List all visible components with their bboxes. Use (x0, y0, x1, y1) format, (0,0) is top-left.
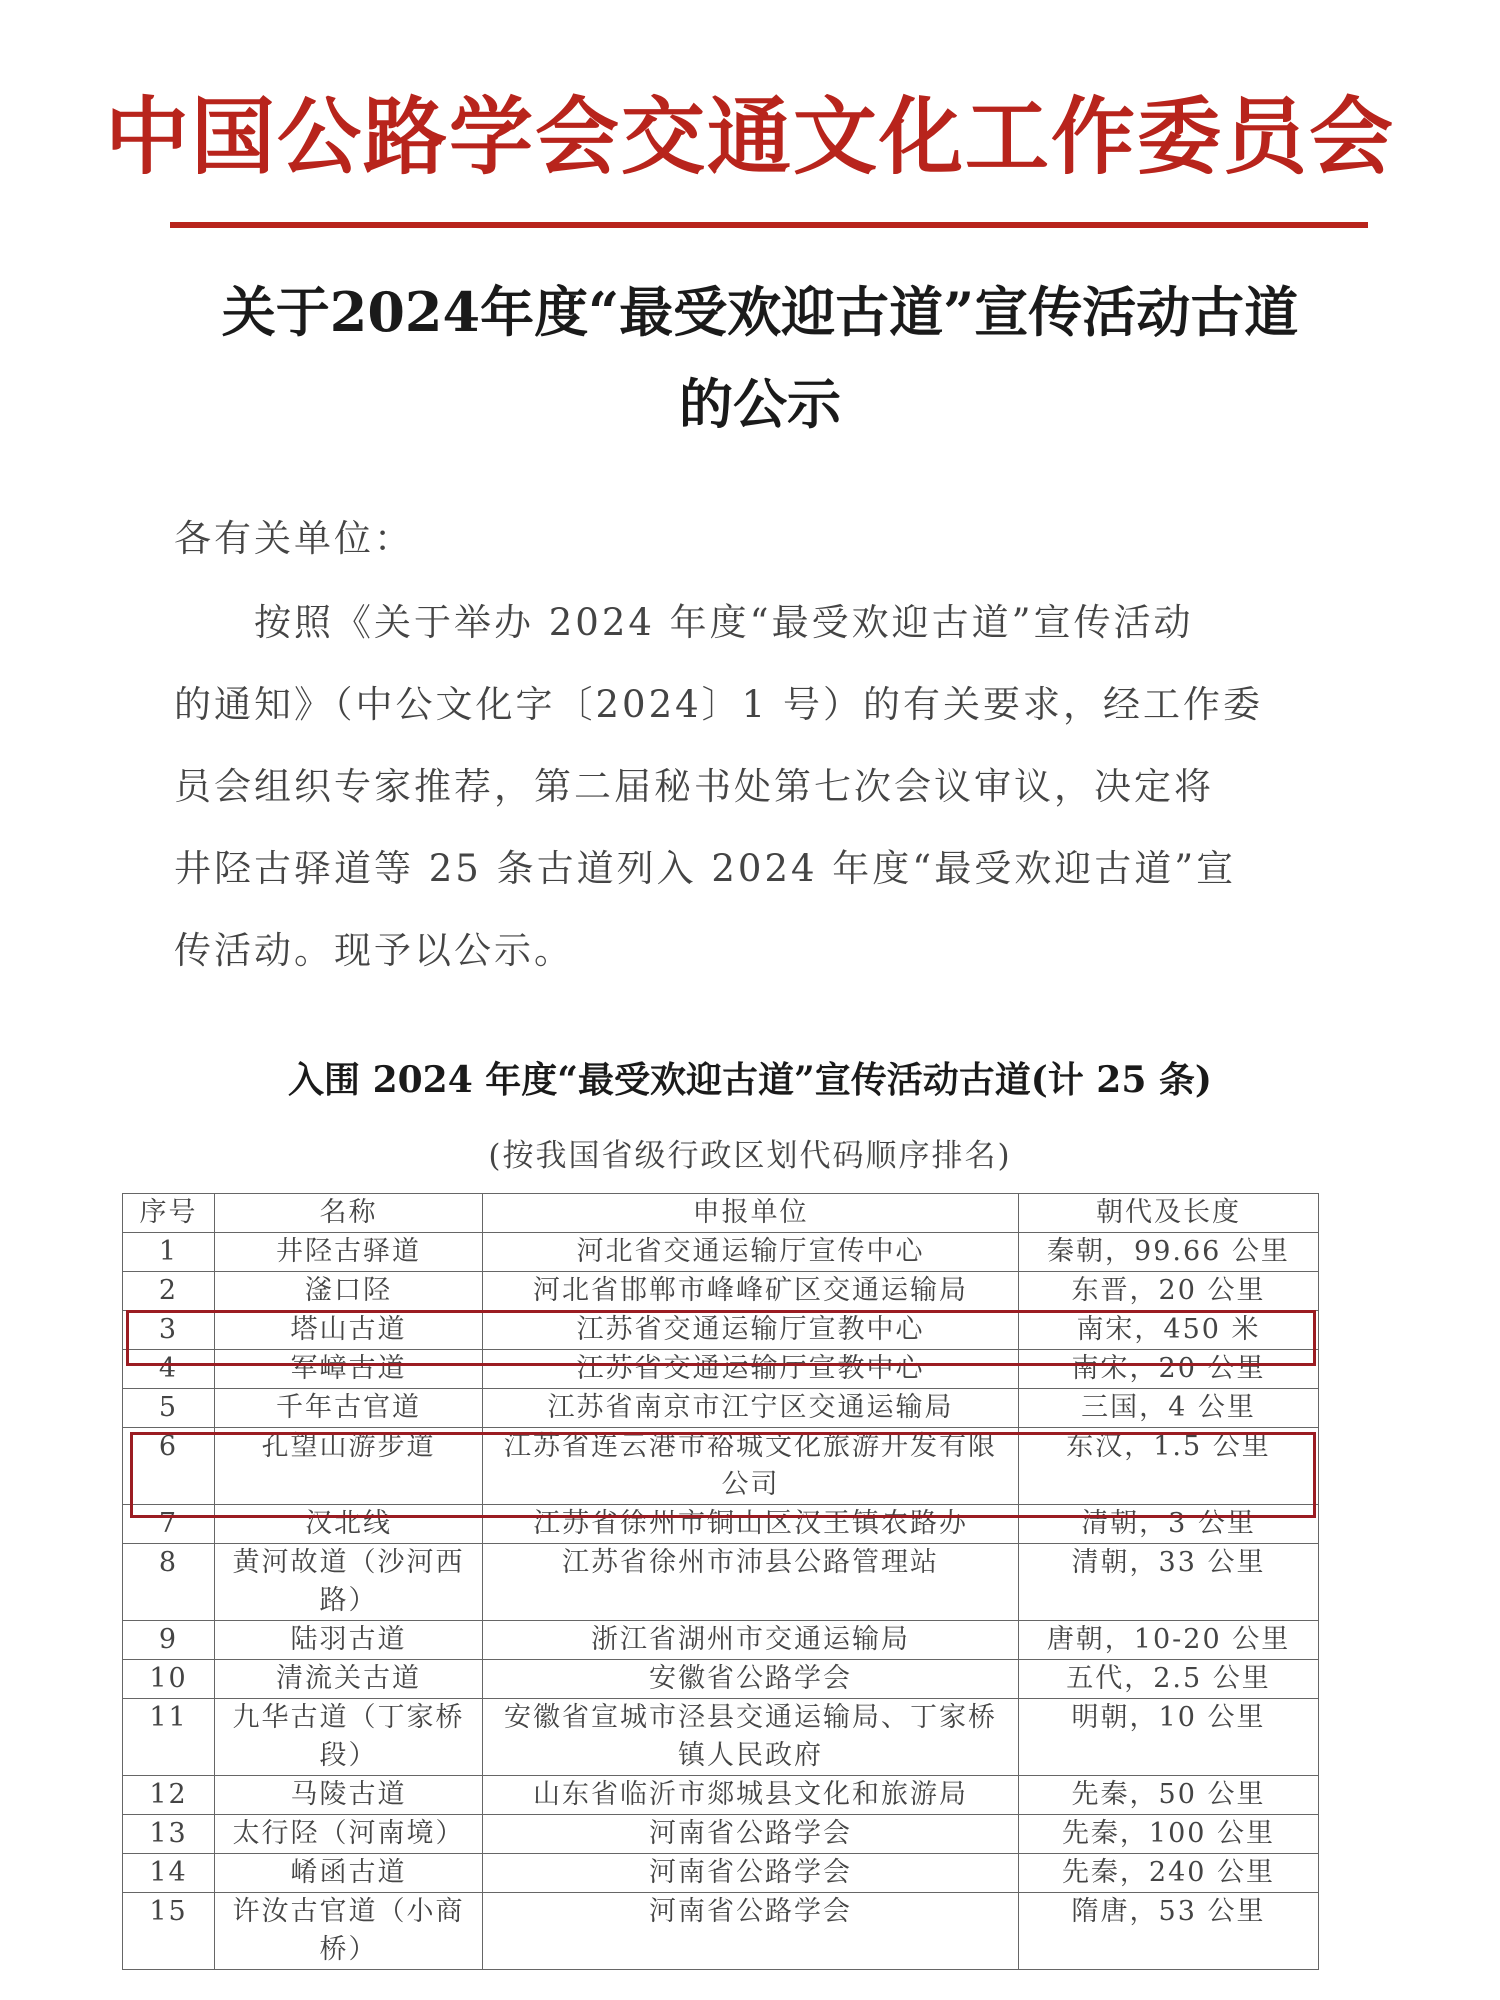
cell-road-name: 陆羽古道 (215, 1621, 483, 1660)
cell-dynasty-length: 南宋，450 米 (1019, 1311, 1319, 1350)
cell-applicant: 江苏省连云港市裕城文化旅游开发有限公司 (483, 1428, 1019, 1505)
cell-applicant: 江苏省南京市江宁区交通运输局 (483, 1389, 1019, 1428)
header-index: 序号 (123, 1194, 215, 1233)
cell-road-name: 清流关古道 (215, 1660, 483, 1699)
table-subheading: (按我国省级行政区划代码顺序排名) (488, 1138, 1012, 1174)
cell-dynasty-length: 清朝，33 公里 (1019, 1544, 1319, 1621)
table-row (123, 1699, 1319, 1776)
cell-index: 11 (123, 1699, 215, 1776)
letterhead-title: 中国公路学会交通文化工作委员会 (104, 88, 1395, 186)
table-row (123, 1505, 1319, 1544)
salutation: 各有关单位： (174, 517, 414, 560)
table-row (123, 1233, 1319, 1272)
table-row (123, 1544, 1319, 1621)
cell-index: 15 (123, 1893, 215, 1970)
cell-dynasty-length: 唐朝，10-20 公里 (1019, 1621, 1319, 1660)
cell-index: 2 (123, 1272, 215, 1311)
cell-applicant: 江苏省交通运输厅宣教中心 (483, 1350, 1019, 1389)
cell-road-name: 千年古官道 (215, 1389, 483, 1428)
body-line: 按照《关于举办 2024 年度“最受欢迎古道”宣传活动 (174, 601, 1194, 644)
cell-dynasty-length: 南宋，20 公里 (1019, 1350, 1319, 1389)
header-dynasty-length: 朝代及长度 (1019, 1194, 1319, 1233)
cell-applicant: 安徽省宣城市泾县交通运输局、丁家桥镇人民政府 (483, 1699, 1019, 1776)
cell-applicant: 江苏省徐州市铜山区汉王镇农路办 (483, 1505, 1019, 1544)
header-unit: 申报单位 (483, 1194, 1019, 1233)
cell-road-name: 九华古道（丁家桥段） (215, 1699, 483, 1776)
cell-applicant: 江苏省交通运输厅宣教中心 (483, 1311, 1019, 1350)
cell-applicant: 江苏省徐州市沛县公路管理站 (483, 1544, 1019, 1621)
cell-index: 5 (123, 1389, 215, 1428)
cell-index: 7 (123, 1505, 215, 1544)
table-row (123, 1428, 1319, 1505)
body-line: 员会组织专家推荐，第二届秘书处第七次会议审议，决定将 (174, 765, 1214, 808)
table-header-row (123, 1194, 1319, 1233)
cell-dynasty-length: 五代，2.5 公里 (1019, 1660, 1319, 1699)
cell-applicant: 河南省公路学会 (483, 1854, 1019, 1893)
table-row (123, 1389, 1319, 1428)
cell-dynasty-length: 秦朝，99.66 公里 (1019, 1233, 1319, 1272)
cell-road-name: 崤函古道 (215, 1854, 483, 1893)
cell-applicant: 浙江省湖州市交通运输局 (483, 1621, 1019, 1660)
table-row (123, 1776, 1319, 1815)
cell-dynasty-length: 东晋，20 公里 (1019, 1272, 1319, 1311)
table-row (123, 1854, 1319, 1893)
cell-road-name: 马陵古道 (215, 1776, 483, 1815)
table-heading: 入围 2024 年度“最受欢迎古道”宣传活动古道(计 25 条) (288, 1059, 1212, 1101)
cell-applicant: 河南省公路学会 (483, 1815, 1019, 1854)
cell-applicant: 河北省邯郸市峰峰矿区交通运输局 (483, 1272, 1019, 1311)
cell-dynasty-length: 三国，4 公里 (1019, 1389, 1319, 1428)
table-row (123, 1815, 1319, 1854)
cell-road-name: 井陉古驿道 (215, 1233, 483, 1272)
cell-index: 13 (123, 1815, 215, 1854)
cell-road-name: 军嶂古道 (215, 1350, 483, 1389)
cell-index: 10 (123, 1660, 215, 1699)
cell-road-name: 许汝古官道（小商桥） (215, 1893, 483, 1970)
table-row (123, 1311, 1319, 1350)
table-row (123, 1272, 1319, 1311)
cell-index: 8 (123, 1544, 215, 1621)
cell-road-name: 塔山古道 (215, 1311, 483, 1350)
cell-applicant: 山东省临沂市郯城县文化和旅游局 (483, 1776, 1019, 1815)
cell-road-name: 汉北线 (215, 1505, 483, 1544)
body-line: 井陉古驿道等 25 条古道列入 2024 年度“最受欢迎古道”宣 (174, 847, 1237, 890)
cell-index: 9 (123, 1621, 215, 1660)
cell-road-name: 滏口陉 (215, 1272, 483, 1311)
table-row (123, 1350, 1319, 1389)
cell-index: 4 (123, 1350, 215, 1389)
cell-dynasty-length: 隋唐，53 公里 (1019, 1893, 1319, 1970)
table-row (123, 1621, 1319, 1660)
cell-applicant: 安徽省公路学会 (483, 1660, 1019, 1699)
ancient-roads-table (122, 1193, 1319, 1970)
cell-index: 1 (123, 1233, 215, 1272)
letterhead-divider (170, 222, 1368, 228)
cell-road-name: 孔望山游步道 (215, 1428, 483, 1505)
table-row (123, 1660, 1319, 1699)
header-name: 名称 (215, 1194, 483, 1233)
cell-applicant: 河北省交通运输厅宣传中心 (483, 1233, 1019, 1272)
cell-dynasty-length: 清朝，3 公里 (1019, 1505, 1319, 1544)
cell-index: 12 (123, 1776, 215, 1815)
cell-dynasty-length: 东汉，1.5 公里 (1019, 1428, 1319, 1505)
document-title-line-2: 的公示 (679, 372, 841, 436)
cell-index: 3 (123, 1311, 215, 1350)
cell-applicant: 河南省公路学会 (483, 1893, 1019, 1970)
cell-index: 14 (123, 1854, 215, 1893)
table-row (123, 1893, 1319, 1970)
cell-index: 6 (123, 1428, 215, 1505)
body-line: 的通知》（中公文化字〔2024〕1 号）的有关要求，经工作委 (174, 683, 1263, 726)
cell-dynasty-length: 先秦，50 公里 (1019, 1776, 1319, 1815)
cell-road-name: 太行陉（河南境） (215, 1815, 483, 1854)
cell-dynasty-length: 先秦，240 公里 (1019, 1854, 1319, 1893)
cell-road-name: 黄河故道（沙河西路） (215, 1544, 483, 1621)
cell-dynasty-length: 先秦，100 公里 (1019, 1815, 1319, 1854)
cell-dynasty-length: 明朝，10 公里 (1019, 1699, 1319, 1776)
document-title-line-1: 关于2024年度“最受欢迎古道”宣传活动古道 (221, 280, 1299, 344)
body-line: 传活动。现予以公示。 (174, 929, 574, 972)
